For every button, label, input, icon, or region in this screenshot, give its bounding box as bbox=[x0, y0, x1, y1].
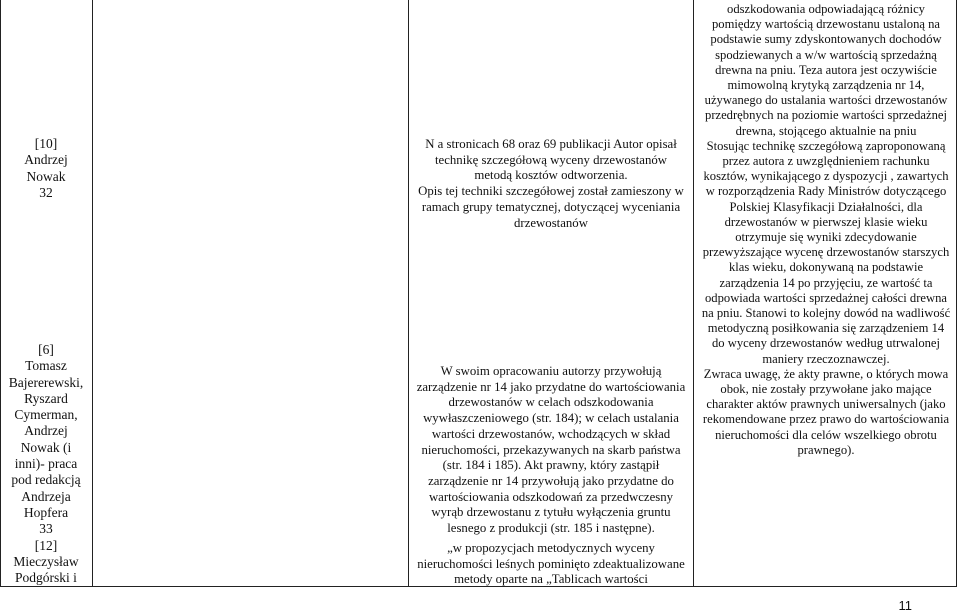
text-line: wartości drzewostanów, wchodzących w skład bbox=[431, 426, 671, 441]
text-line: technikę szczegółową wyceny drzewostanów bbox=[434, 152, 668, 167]
text-line: nieruchomości leśnych pominięto zdeaktualizowane bbox=[417, 556, 685, 571]
text-line: metody oparte na „Tablicach wartości bbox=[454, 572, 648, 587]
text-line: na pniu. Stanowi to kolejny dowód na wadliwość bbox=[701, 306, 951, 321]
ref-line: pod redakcją bbox=[11, 472, 81, 488]
reference-cell-a bbox=[2, 136, 90, 201]
text-line: drzewostanów w pierwszej klasie wieku bbox=[724, 214, 928, 229]
ref-line: Nowak (i bbox=[20, 439, 72, 455]
ref-line: Bajererewski, bbox=[8, 374, 84, 390]
ref-line: Andrzej bbox=[24, 152, 68, 168]
ref-line: [10] bbox=[34, 136, 58, 151]
ref-line: inni)- praca bbox=[14, 456, 78, 472]
table-border-col1 bbox=[92, 0, 93, 587]
text-line: metodyczną posiłkowania się zarządzeniem 14 bbox=[707, 321, 945, 336]
text-line: ramach grupy tematycznej, dotyczącej wyceniania bbox=[421, 199, 681, 214]
text-block-1 bbox=[410, 137, 692, 231]
text-line: odpowiada wartości sprzedażnej całości drewna bbox=[705, 290, 947, 305]
ref-line: Hopfera bbox=[23, 504, 69, 520]
page-number: 11 bbox=[898, 598, 912, 613]
text-line: lesnego z produkcji (str. 185 i następne). bbox=[447, 521, 655, 536]
ref-line: Podgórski i bbox=[15, 570, 77, 586]
text-line: używanego do ustalania wartości drzewostanów bbox=[704, 93, 948, 108]
text-line: nieruchomości dla celów wszelkiego obrotu bbox=[715, 427, 937, 442]
text-line: prawnego). bbox=[797, 442, 855, 457]
text-line: „w propozycjach metodycznych wyceny bbox=[447, 541, 655, 555]
text-line: odszkodowania odpowiadającą różnicy bbox=[727, 2, 925, 16]
table-border-col2 bbox=[408, 0, 409, 587]
text-line: pomiędzy wartością drzewostanu ustaloną na bbox=[711, 17, 940, 32]
text-line: do wyceny drzewostanów według utrwalonej bbox=[711, 336, 941, 351]
ref-line: Tomasz bbox=[25, 358, 67, 374]
text-line: metodą kosztów odtworzenia. bbox=[474, 168, 628, 183]
text-line: rekomendowane przez prawo do wartościowania bbox=[702, 412, 950, 427]
text-line: drewna na pniu. Teza autora jest oczywiście bbox=[715, 62, 937, 77]
text-line: Zwraca uwagę, że akty prawne, o których mowa bbox=[703, 366, 949, 381]
text-line: kosztów, wynikającego z dyspozycji , zawartych bbox=[703, 169, 949, 184]
reference-cell-b bbox=[2, 342, 90, 586]
text-line: klas wieku, dokonywaną na podstawie bbox=[728, 260, 924, 275]
text-line: przewyższające wycenę drzewostanów starszych bbox=[702, 245, 950, 260]
text-line: wartościowania odszkodowań za przedwczesny bbox=[428, 489, 674, 504]
text-block-2 bbox=[410, 364, 692, 537]
text-line: Opis tej techniki szczegółowej został zamieszony w bbox=[418, 184, 684, 199]
table-border-col3 bbox=[693, 0, 694, 587]
ref-line: [6] bbox=[38, 342, 54, 357]
ref-line: [12] bbox=[34, 537, 58, 553]
text-line: W swoim opracowaniu autorzy przywołują bbox=[440, 364, 662, 378]
ref-line: Mieczysław bbox=[13, 553, 79, 569]
text-line: Stosując technikę szczegółową zaproponowaną bbox=[706, 138, 946, 153]
text-line: drewna, stojącego aktualnie na pniu bbox=[735, 123, 917, 138]
text-line: obok, nie zostały przywołane jako mające bbox=[720, 382, 932, 397]
text-line: mimowolną krytyką zarządzenia nr 14, bbox=[727, 78, 925, 93]
ref-line: 33 bbox=[39, 521, 53, 537]
text-line: N a stronicach 68 oraz 69 publikacji Autor opisał bbox=[425, 137, 677, 151]
text-line: maniery rzeczoznawczej. bbox=[762, 351, 890, 366]
text-line: podstawie sumy zdyskontowanych dochodów bbox=[710, 32, 942, 47]
text-line: drzewostanów w celach odszkodowania bbox=[448, 395, 654, 410]
text-line: przedrębnych na poziomie wartości sprzedażnej bbox=[705, 108, 947, 123]
text-line: spodziewanych a w/w wartością sprzedażną bbox=[715, 47, 937, 62]
table-border-left bbox=[0, 0, 1, 587]
text-block-3 bbox=[410, 541, 692, 588]
text-line: wyrąb drzewostanu z tytułu wyłączenia gruntu bbox=[431, 505, 671, 520]
ref-line: Cymerman, bbox=[14, 407, 78, 423]
ref-line: Ryszard bbox=[24, 390, 68, 406]
text-line: drzewostanów bbox=[514, 215, 588, 230]
text-line: Polskiej Klasyfikacji Działalności, dla bbox=[729, 199, 923, 214]
ref-line: Andrzej bbox=[24, 423, 68, 439]
text-line: zarządzenia 14 po przyjęciu, ze wartość ta bbox=[719, 275, 933, 290]
ref-line: Nowak bbox=[26, 168, 66, 184]
text-line: przez autora z uwzględnieniem rachunku bbox=[722, 154, 930, 169]
text-line: wywłaszczeniowego (str. 184); w celach ustalania bbox=[423, 411, 679, 426]
text-line: (str. 184 i 185). Akt prawny, który zastąpił bbox=[442, 458, 660, 473]
ref-line: 32 bbox=[39, 184, 53, 200]
text-line: otrzymuje się wyniki zdecydowanie bbox=[735, 230, 917, 245]
ref-line: Andrzeja bbox=[21, 488, 71, 504]
text-line: w rozporządzenia Rady Ministrów dotyczącego bbox=[705, 184, 947, 199]
text-line: charakter aktów prawnych uniwersalnych (jako bbox=[706, 397, 946, 412]
text-line: zarządzenie nr 14 przywołują jako przydatne do bbox=[428, 473, 674, 488]
text-line: zarządzenie nr 14 jako przydatne do wartościowania bbox=[416, 379, 686, 394]
text-line: nieruchomości, przekazywanych na skarb państwa bbox=[421, 442, 681, 457]
text-block-right bbox=[695, 2, 957, 458]
